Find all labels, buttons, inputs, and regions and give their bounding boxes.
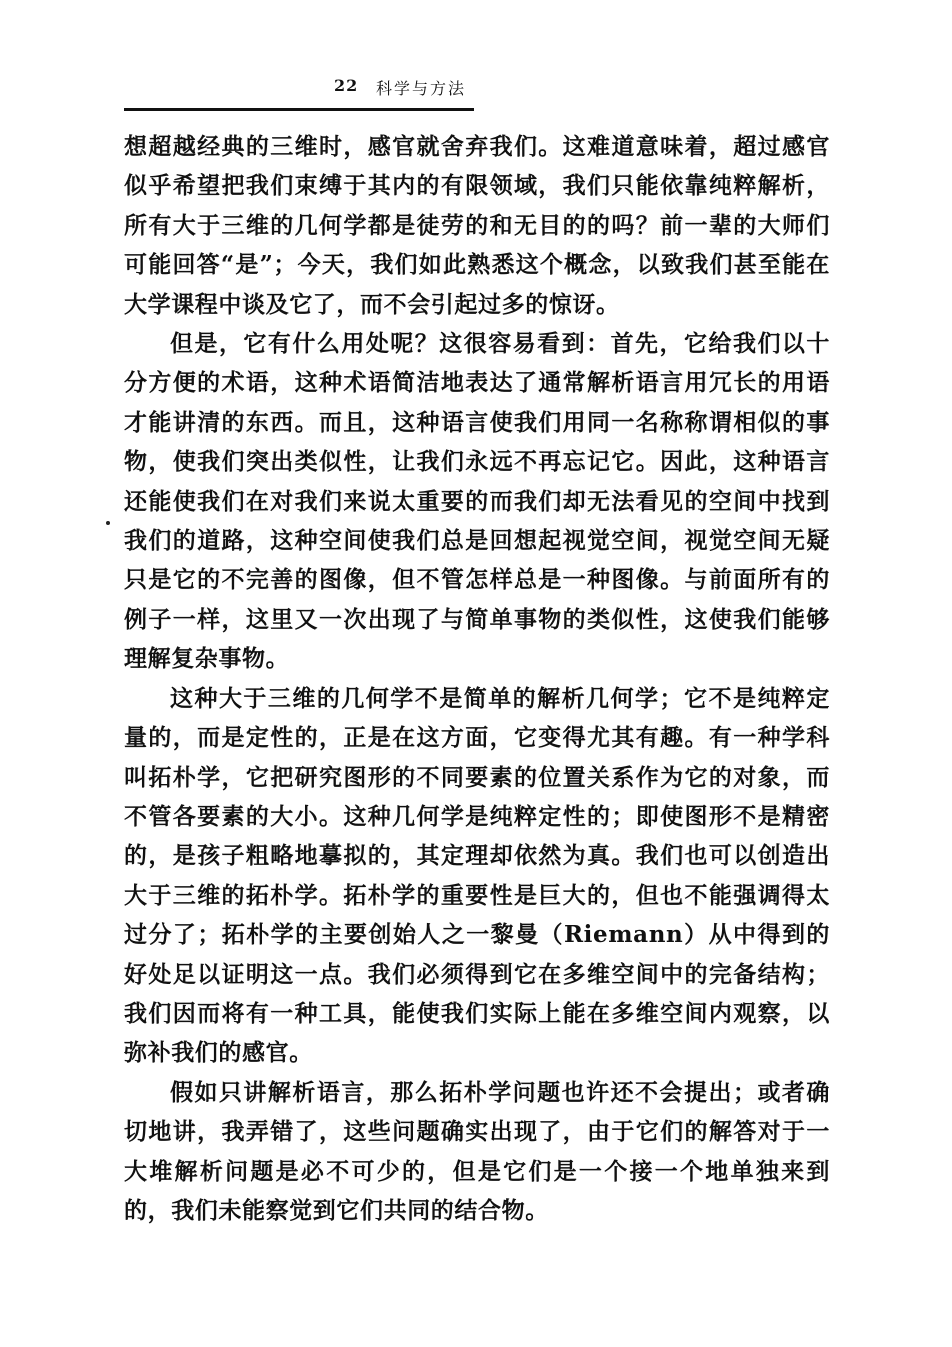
body-text — [124, 127, 830, 1230]
running-title: 科学与方法 — [376, 79, 467, 98]
paragraph: 假如只讲解析语言，那么拓朴学问题也许还不会提出；或者确切地讲，我弄错了，这些问题确实出现了，由于它们的解答对于一大堆解析问题是必不可少的，但是它们是一个接一个地单独来到的，我们未能察觉到它们共同的结合物。 — [124, 1078, 830, 1224]
page-number: 22 — [334, 76, 359, 95]
print-speck — [106, 521, 110, 525]
paragraph: 但是，它有什么用处呢？这很容易看到：首先，它给我们以十分方便的术语，这种术语简洁地表达了通常解析语言用冗长的用语才能讲清的东西。而且，这种语言使我们用同一名称称谓相似的事物，使我们突出类似性，让我们永远不再忘记它。因此，这种语言还能使我们在对我们来说太重要的而我们却无法看见的空间中找到我们的道路，这种空间使我们总是回想起视觉空间，视觉空间无疑只是它的不完善的图像，但不管怎样总是一种图像。与前面所有的例子一样，这里又一次出现了与简单事物的类似性，这使我们能够理解复杂事物。 — [124, 330, 830, 673]
paragraph: 这种大于三维的几何学不是简单的解析几何学；它不是纯粹定量的，而是定性的，正是在这方面，它变得尤其有趣。有一种学科叫拓朴学，它把研究图形的不同要素的位置关系作为它的对象，而不管各要素的大小。这种几何学是纯粹定性的；即使图形不是精密的，是孩子粗略地摹拟的，其定理却依然为真。我们也可以创造出大于三维的拓朴学。拓朴学的重要性是巨大的，但也不能强调得太过分了；拓朴学的主要创始人之一黎曼（Riemann）从中得到的好处足以证明这一点。我们必须得到它在多维空间中的完备结构；我们因而将有一种工具，能使我们实际上能在多维空间内观察，以弥补我们的感官。 — [124, 684, 830, 1067]
paragraph-continued: 想超越经典的三维时，感官就舍弃我们。这难道意味着，超过感官似乎希望把我们束缚于其内的有限领域，我们只能依靠纯粹解析，所有大于三维的几何学都是徒劳的和无目的的吗？前一辈的大师们可能回答“是”；今天，我们如此熟悉这个概念，以致我们甚至能在大学课程中谈及它了，而不会引起过多的惊讶。 — [124, 133, 830, 318]
page-header — [124, 72, 474, 111]
